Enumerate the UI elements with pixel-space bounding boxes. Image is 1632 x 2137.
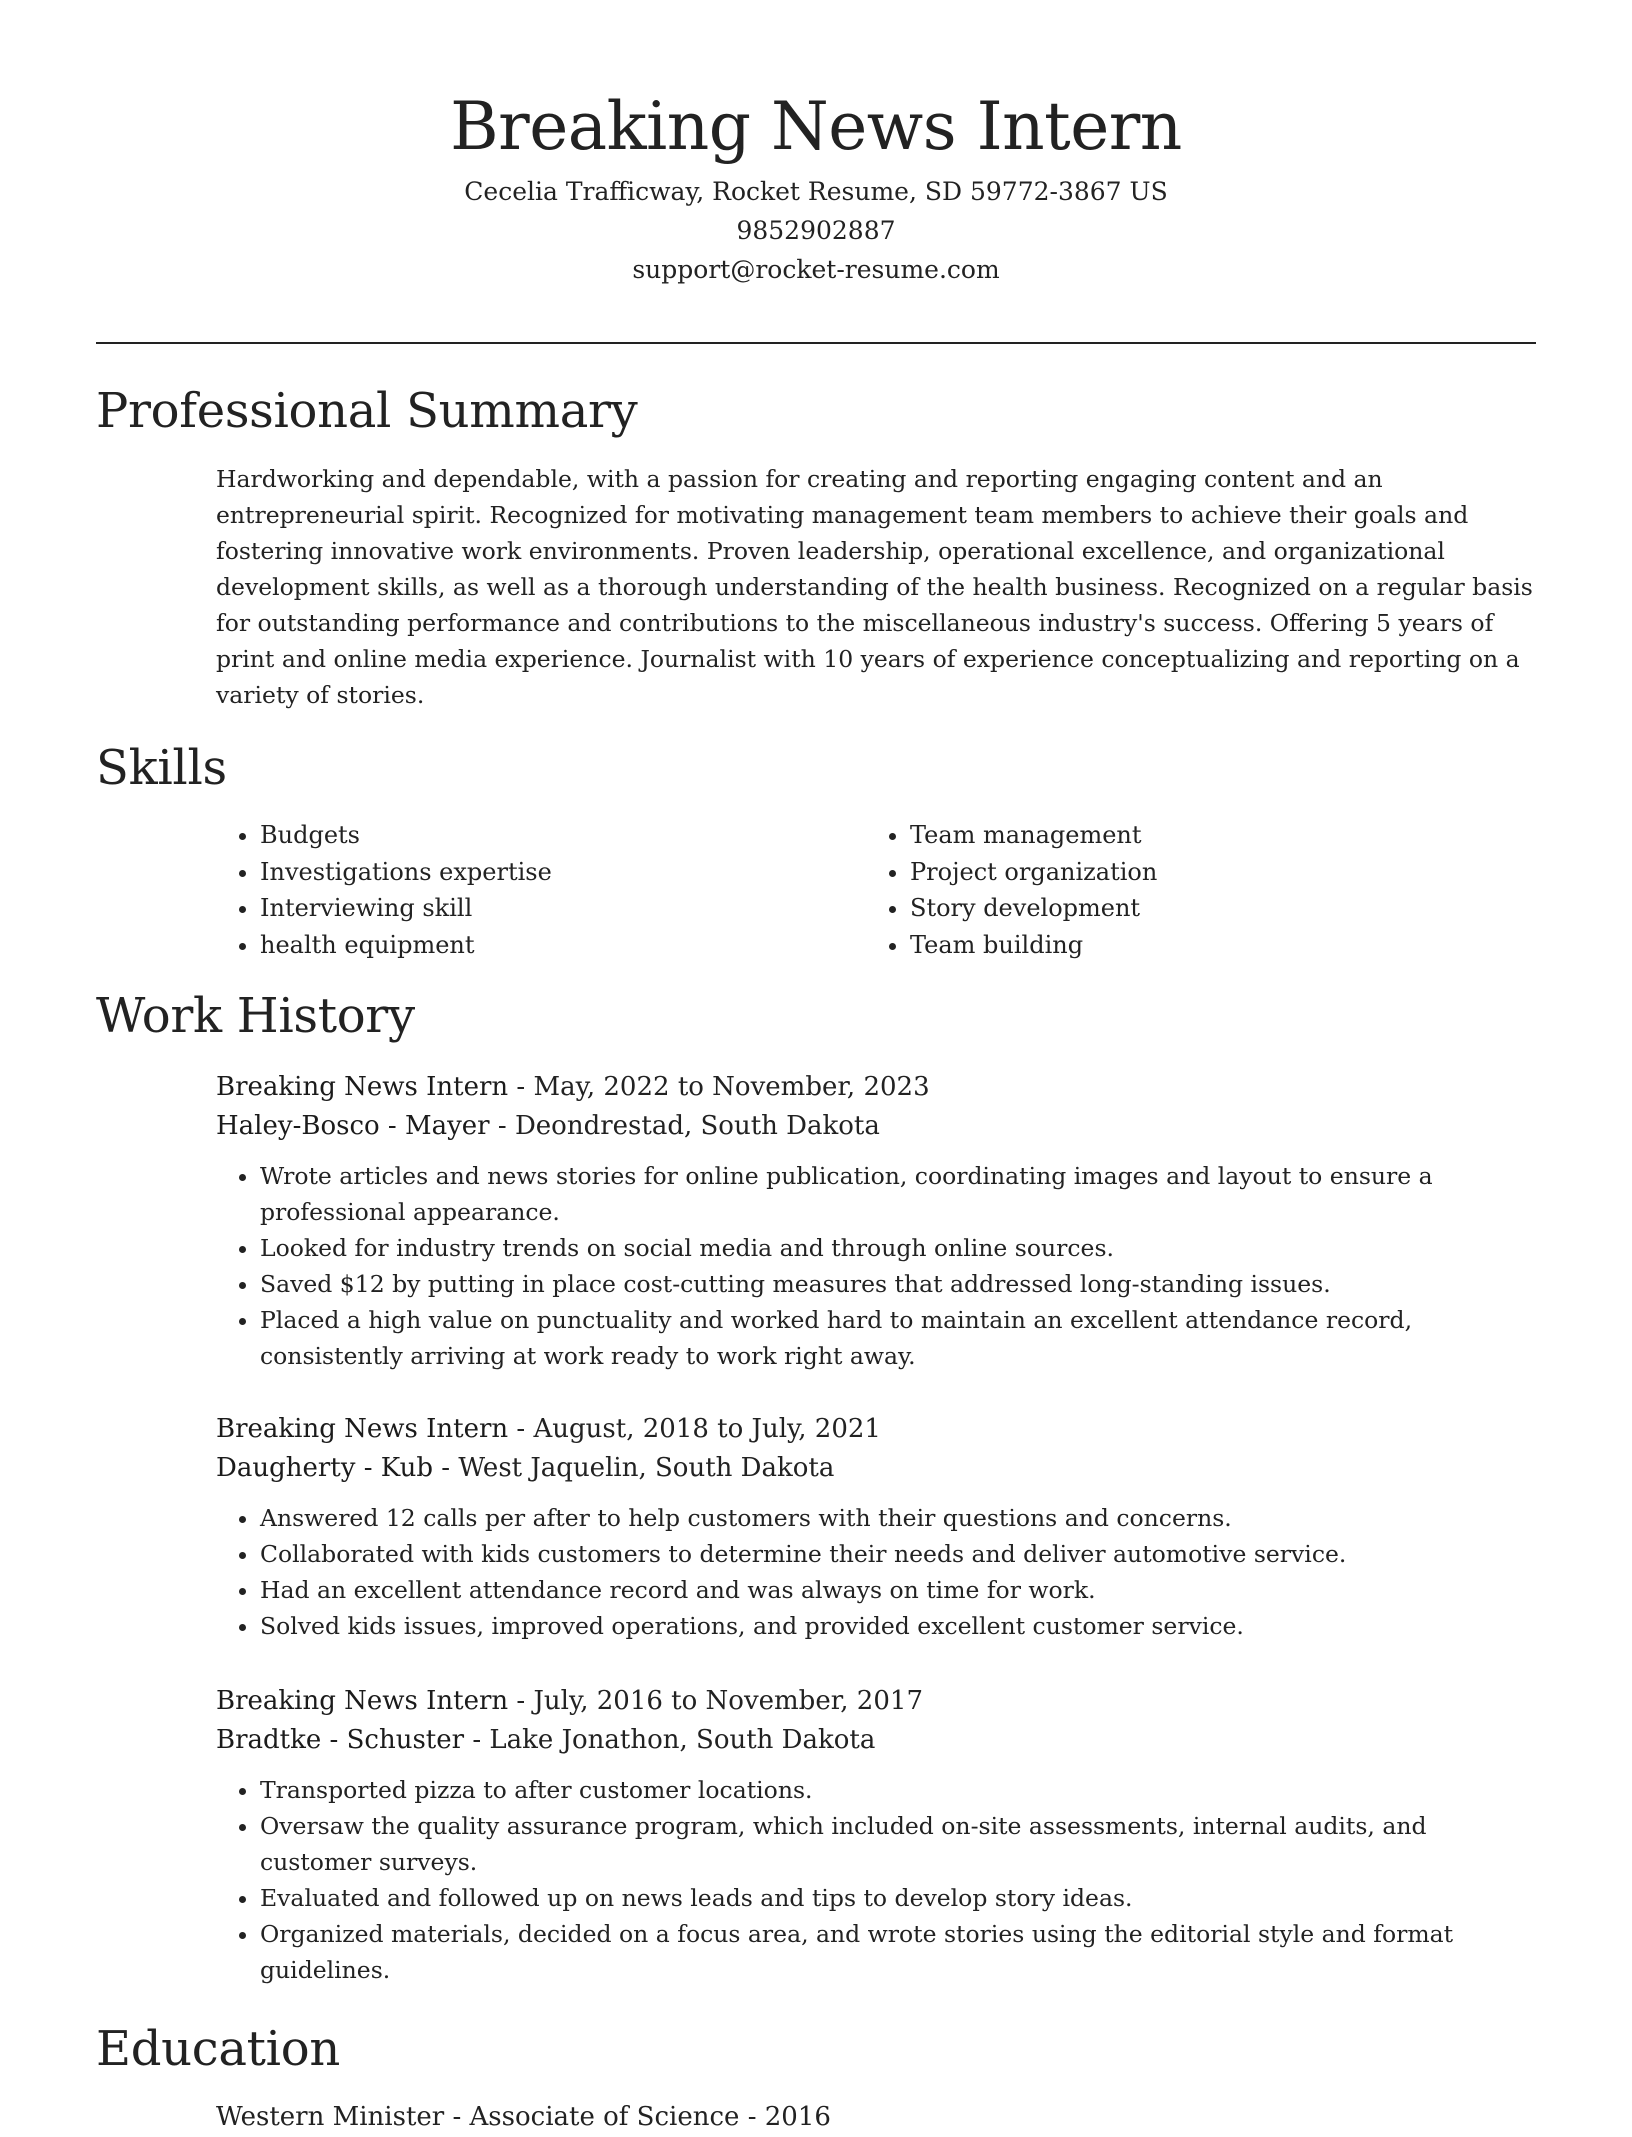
skills-grid	[216, 817, 1536, 963]
skills-list-left	[216, 817, 866, 963]
job-bullets	[216, 1500, 1536, 1644]
job-company-line: Bradtke - Schuster - Lake Jonathon, South Dakota	[216, 1725, 876, 1755]
section-title-summary: Professional Summary	[96, 383, 638, 439]
section-title-education: Education	[96, 2021, 340, 2077]
job-bullet: • Solved kids issues, improved operations, and provided excellent customer service.	[260, 1608, 1536, 1644]
resume-header	[96, 82, 1536, 289]
resume-name: Breaking News Intern	[450, 88, 1182, 165]
skill-item: • Project organization	[910, 854, 1536, 891]
job-title: Breaking News Intern	[216, 1686, 509, 1716]
skill-item: • Team building	[910, 927, 1536, 964]
section-title-work-history: Work History	[96, 988, 415, 1044]
job-title: Breaking News Intern	[216, 1414, 509, 1444]
job-entry	[216, 1068, 1536, 1374]
job-bullet: • Evaluated and followed up on news leads and tips to develop story ideas.	[260, 1880, 1536, 1916]
skill-item: • Investigations expertise	[260, 854, 866, 891]
job-bullet: • Placed a high value on punctuality and worked hard to maintain an excellent attendance record, consistently arriving at work ready to work right away.	[260, 1302, 1536, 1374]
job-bullet: • Transported pizza to after customer locations.	[260, 1772, 1536, 1808]
job-bullet: • Answered 12 calls per after to help customers with their questions and concerns.	[260, 1500, 1536, 1536]
skills-list-right	[866, 817, 1536, 963]
job-bullet: • Looked for industry trends on social media and through online sources.	[260, 1230, 1536, 1266]
job-bullets	[216, 1158, 1536, 1374]
job-title-line: Breaking News Intern - May, 2022 to November, 2023	[216, 1072, 930, 1102]
job-bullet: • Wrote articles and news stories for online publication, coordinating images and layout to ensure a professional appearance.	[260, 1158, 1536, 1230]
job-bullet: • Organized materials, decided on a focus area, and wrote stories using the editorial style and format guidelines.	[260, 1916, 1536, 1988]
job-dates: July, 2016 to November, 2017	[533, 1686, 923, 1716]
summary-paragraph: Hardworking and dependable, with a passion for creating and reporting engaging content and an entrepreneurial spirit. Recognized for motivating management team members to achieve their goals and fostering innovative work environments. Proven leadership, operational excellence, and organizational development skills, as well as a thorough understanding of the health business. Recognized on a regular basis for outstanding performance and contributions to the miscellaneous industry's success. Offering 5 years of print and online media experience. Journalist with 10 years of experience conceptualizing and reporting on a variety of stories.	[216, 465, 1533, 709]
job-company-line: Daugherty - Kub - West Jaquelin, South Dakota	[216, 1453, 835, 1483]
job-bullet: • Had an excellent attendance record and was always on time for work.	[260, 1572, 1536, 1608]
job-entry	[216, 1682, 1536, 1988]
skill-item: • health equipment	[260, 927, 866, 964]
job-title: Breaking News Intern	[216, 1072, 509, 1102]
job-company-line: Haley-Bosco - Mayer - Deondrestad, South Dakota	[216, 1111, 880, 1141]
job-dates: August, 2018 to July, 2021	[533, 1414, 881, 1444]
contact-phone: 9852902887	[736, 216, 896, 245]
header-divider	[96, 342, 1536, 344]
skill-item: • Interviewing skill	[260, 890, 866, 927]
contact-email: support@rocket-resume.com	[632, 255, 1000, 284]
job-title-line: Breaking News Intern - August, 2018 to July, 2021	[216, 1414, 881, 1444]
job-bullet: • Collaborated with kids customers to determine their needs and deliver automotive service.	[260, 1536, 1536, 1572]
skill-item: • Budgets	[260, 817, 866, 854]
job-company: Haley-Bosco - Mayer	[216, 1111, 490, 1141]
job-location: West Jaquelin, South Dakota	[458, 1453, 835, 1483]
job-dates: May, 2022 to November, 2023	[533, 1072, 930, 1102]
job-entry	[216, 1410, 1536, 1644]
job-bullet: • Oversaw the quality assurance program, which included on-site assessments, internal audits, and customer surveys.	[260, 1808, 1536, 1880]
contact-address: Cecelia Trafficway, Rocket Resume, SD 59772-3867 US	[464, 177, 1168, 206]
job-bullets	[216, 1772, 1536, 1988]
skill-item: • Story development	[910, 890, 1536, 927]
education-entry: Western Minister - Associate of Science - 2016	[216, 2102, 831, 2132]
job-title-line: Breaking News Intern - July, 2016 to November, 2017	[216, 1686, 923, 1716]
job-bullet: • Saved $12 by putting in place cost-cutting measures that addressed long-standing issues.	[260, 1266, 1536, 1302]
skill-item: • Team management	[910, 817, 1536, 854]
job-location: Deondrestad, South Dakota	[514, 1111, 880, 1141]
section-title-skills: Skills	[96, 740, 227, 796]
job-company: Bradtke - Schuster	[216, 1725, 465, 1755]
job-company: Daugherty - Kub	[216, 1453, 433, 1483]
job-location: Lake Jonathon, South Dakota	[489, 1725, 876, 1755]
